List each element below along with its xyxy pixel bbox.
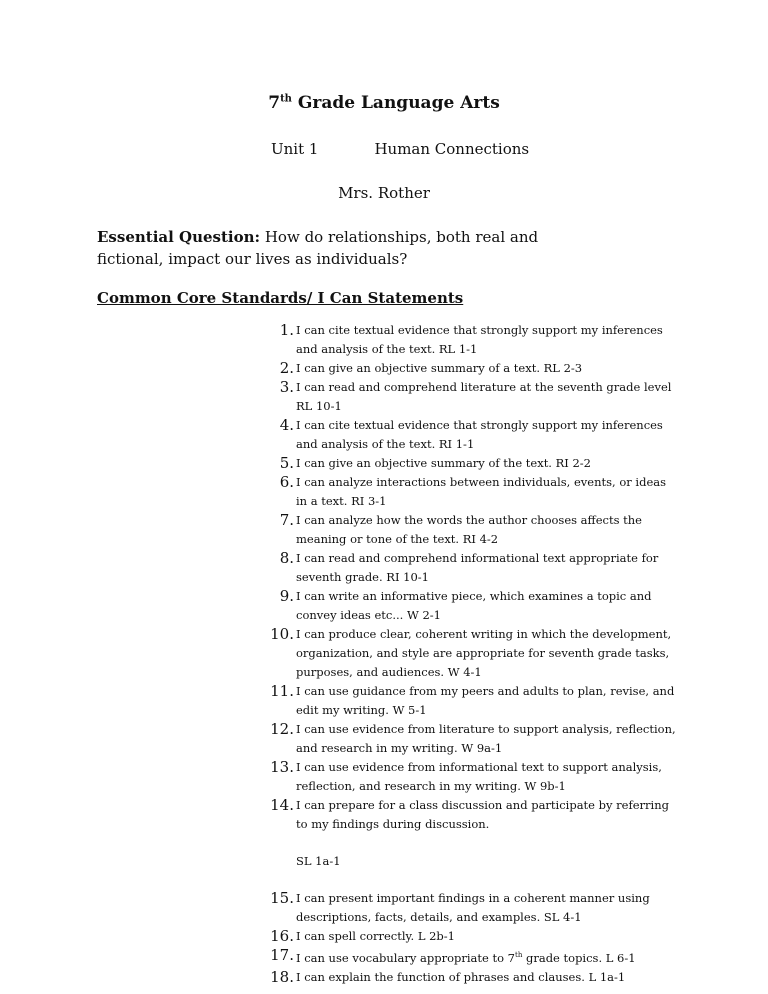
essential-question-text: How do relationships, both real and fictional, impact our lives as individuals? [97,228,539,268]
item-text: I can analyze interactions between individuals, events, or ideas in a text. RI 3-1 [296,475,667,508]
list-item [270,758,680,796]
item-number: 7. [279,511,294,529]
item-text-end: grade topics. L 6-1 [522,950,636,965]
item-text-start: I can use vocabulary appropriate to 7 [296,950,515,965]
spacer [296,834,680,852]
list-item [279,321,680,359]
item-text: I can analyze how the words the author chooses affects the meaning or tone of the text. RI 4-2 [296,513,642,546]
item-number: 12. [270,720,294,738]
essential-question [97,226,607,270]
item-text: I can present important findings in a coherent manner using descriptions, facts, details, and examples. SL 4-1 [296,891,650,924]
item-number: 5. [279,454,294,472]
list-item [270,720,680,758]
page-title [0,93,768,113]
item-number: 17. [270,946,294,964]
item-number: 9. [279,587,294,605]
list-item [270,889,680,927]
list-item [270,682,680,720]
item-text: I can use guidance from my peers and adults to plan, revise, and edit my writing. W 5-1 [296,684,675,717]
item-text: I can explain the function of phrases and clauses. L 1a-1 [296,969,626,984]
list-item [270,967,680,987]
teacher-name: Mrs. Rother [338,184,430,202]
item-text: I can cite textual evidence that strongly support my inferences and analysis of the text. RI 1-1 [296,418,663,451]
item-number: 14. [270,796,294,814]
list-item [279,473,680,511]
item-text: I can use evidence from informational text to support analysis, reflection, and research in my writing. W 9b-1 [296,760,662,793]
item-number: 4. [279,416,294,434]
title-grade-suffix: th [280,93,292,105]
unit-name: Human Connections [374,140,530,158]
list-item [279,549,680,587]
standards-list [270,321,680,987]
item-number: 1. [279,321,294,339]
item-number: 15. [270,889,294,907]
list-item [270,796,680,889]
item-text: I can cite textual evidence that strongly support my inferences and analysis of the text. RL 1-1 [296,323,663,356]
item-text: I can give an objective summary of the text. RI 2-2 [296,456,591,470]
item-code: SL 1a-1 [296,854,341,868]
unit-line [271,140,529,158]
list-item [279,416,680,454]
item-number: 6. [279,473,294,491]
item-text [296,946,680,968]
list-item [270,946,680,968]
list-item [279,359,680,378]
item-text: I can prepare for a class discussion and participate by referring to my findings during discussion. [296,798,669,831]
list-item [279,587,680,625]
item-number: 18. [270,967,294,986]
essential-question-label: Essential Question: [97,228,261,246]
list-item [279,378,680,416]
list-item [279,454,680,473]
item-number: 8. [279,549,294,567]
item-text: I can produce clear, coherent writing in which the development, organization, and style are appropriate for seventh grade tasks, purposes, and audiences. W 4-1 [296,627,672,679]
item-number: 16. [270,927,294,945]
item-number: 10. [270,625,294,643]
standards-heading: Common Core Standards/ I Can Statements [97,289,464,307]
ordinal-suffix: th [515,951,523,959]
list-item [270,625,680,682]
spacer [296,871,680,889]
item-text: I can read and comprehend literature at the seventh grade level RL 10-1 [296,380,672,413]
list-item [270,927,680,946]
title-grade-number: 7 [268,93,281,113]
item-text: I can give an objective summary of a text. RL 2-3 [296,361,583,375]
item-number: 2. [279,359,294,377]
item-text: I can spell correctly. L 2b-1 [296,929,455,943]
item-text: I can use evidence from literature to support analysis, reflection, and research in my writing. W 9a-1 [296,722,676,755]
title-subject: Grade Language Arts [291,93,500,113]
item-text: I can read and comprehend informational text appropriate for seventh grade. RI 10-1 [296,551,659,584]
item-number: 3. [279,378,294,396]
item-text: I can write an informative piece, which examines a topic and convey ideas etc... W 2-1 [296,589,652,622]
unit-label: Unit 1 [271,140,319,158]
item-number: 13. [270,758,294,776]
list-item [279,511,680,549]
item-number: 11. [270,682,294,700]
